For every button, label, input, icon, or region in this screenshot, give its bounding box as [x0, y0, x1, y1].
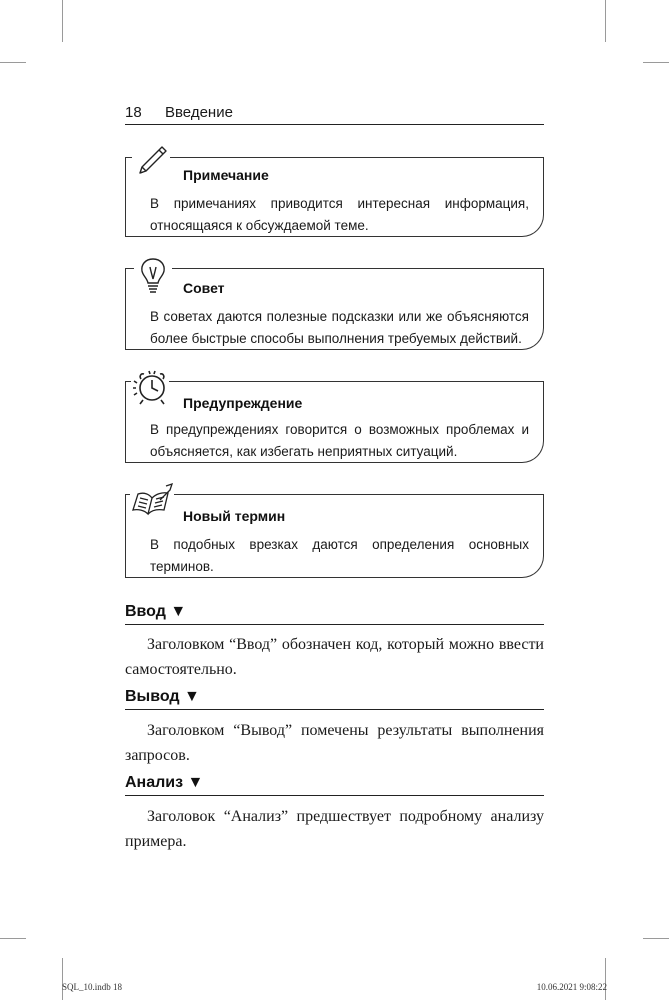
alarm-clock-icon [131, 367, 169, 405]
crop-mark [62, 958, 63, 1000]
tip-title: Совет [183, 280, 225, 296]
section-heading-output: Вывод ▼ [125, 685, 544, 710]
lightbulb-icon [134, 256, 172, 294]
footer-file: SQL_10.indb 18 [62, 982, 123, 992]
open-book-icon [130, 482, 174, 520]
crop-mark [605, 958, 606, 1000]
tip-box [125, 268, 544, 350]
section-heading-input: Ввод ▼ [125, 600, 544, 625]
crop-mark [643, 62, 669, 63]
warning-box [125, 381, 544, 463]
crop-mark [0, 62, 26, 63]
page-number: 18 [125, 104, 142, 121]
new-term-text: В подобных врезках даются определения основных терминов. [150, 537, 529, 574]
section-text-output: Заголовком “Вывод” помечены результаты выполнения запросов. [125, 722, 544, 764]
footer-timestamp: 10.06.2021 9:08:22 [536, 982, 607, 992]
crop-mark [605, 0, 606, 42]
note-box [125, 157, 544, 237]
crop-mark [0, 938, 26, 939]
note-text: В примечаниях приводится интересная информация, относящаяся к обсуждаемой теме. [150, 196, 529, 233]
section-text-input: Заголовком “Ввод” обозначен код, который можно ввести самостоятельно. [125, 636, 544, 678]
tip-text: В советах даются полезные подсказки или же объясняются более быстрые способы выполнения требуемых действий. [150, 309, 529, 346]
chapter-title: Введение [165, 104, 233, 121]
section-heading-analysis: Анализ ▼ [125, 771, 544, 796]
new-term-title: Новый термин [183, 508, 286, 524]
section-text-analysis: Заголовок “Анализ” предшествует подробному анализу примера. [125, 808, 544, 850]
warning-title: Предупреждение [183, 395, 303, 411]
crop-mark [62, 0, 63, 42]
pencil-icon [132, 143, 170, 181]
warning-text: В предупреждениях говорится о возможных проблемах и объясняется, как избегать неприятных ситуаций. [150, 422, 529, 459]
note-title: Примечание [183, 167, 269, 183]
running-header [125, 102, 544, 125]
crop-mark [643, 938, 669, 939]
new-term-box [125, 494, 544, 578]
